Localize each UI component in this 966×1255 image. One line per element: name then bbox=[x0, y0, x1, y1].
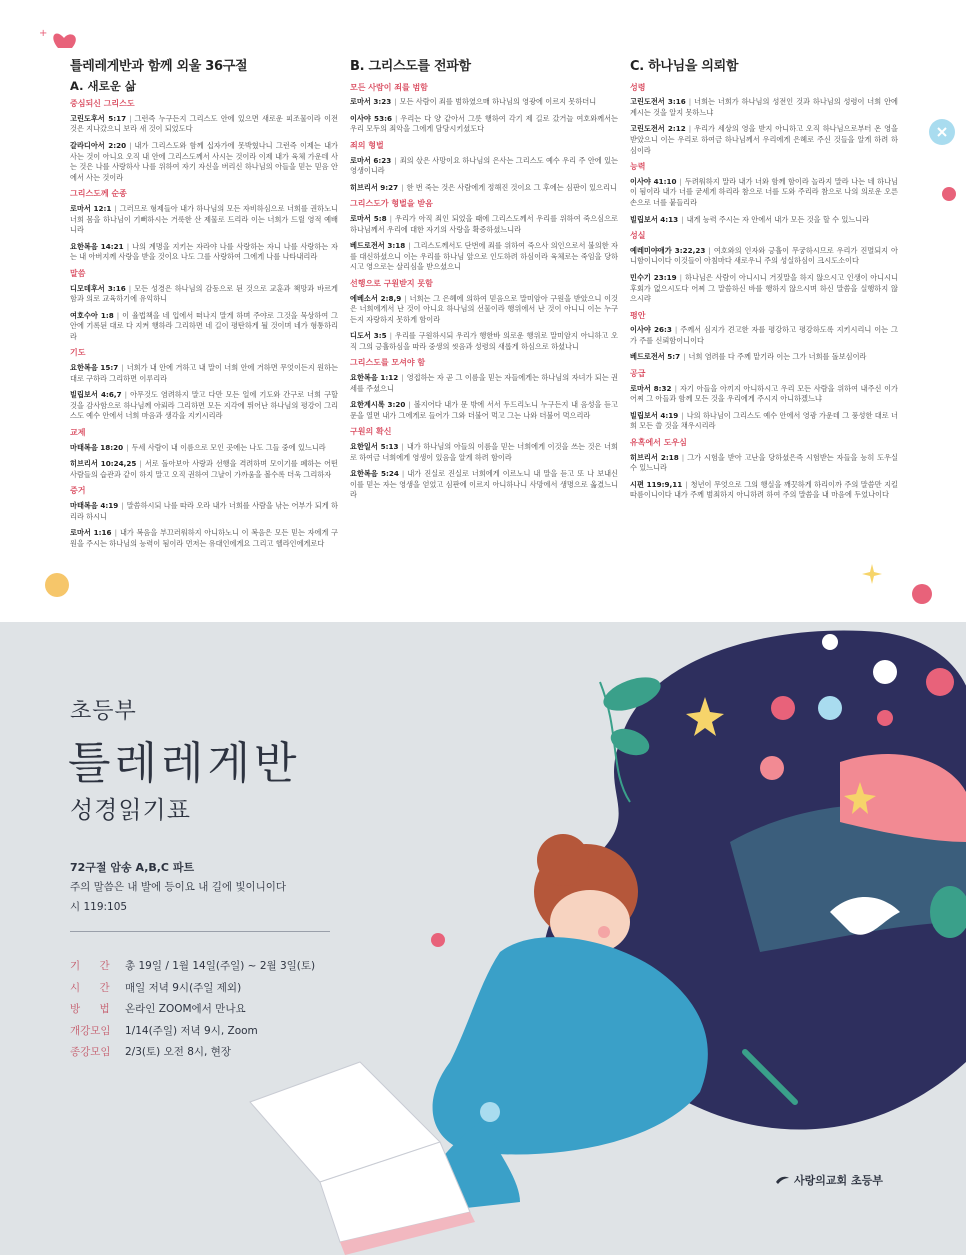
verse-text: 내가 진실로 진실로 너희에게 이르노니 내 말을 듣고 또 나 보내신 이를 믿는 자는 영생을 얻었고 심판에 이르지 아니하나니 사망에서 생명으로 옮겼느니라 bbox=[350, 469, 618, 500]
verse-ref: 로마서 6:23 bbox=[350, 155, 392, 165]
verse-item: 디도서 3:5 | 우리를 구원하시되 우리가 행한바 의로운 행위로 말미암지 아니하고 오직 그의 긍휼하심을 따라 중생의 씻음과 성령의 새롭게 하심으로 하셨나니 bbox=[350, 331, 618, 351]
info-value: 1/14(주일) 저녁 9시, Zoom bbox=[125, 1024, 258, 1037]
verse-text: 내가 하나님의 아들의 이름을 믿는 너희에게 이것을 쓰는 것은 너희로 하여금 너희에게 영생이 있음을 알게 하려 함이라 bbox=[350, 442, 619, 462]
star-icon bbox=[860, 562, 884, 586]
column-title: B. 그리스도를 전파함 bbox=[350, 59, 471, 74]
verse-item: 여호수아 1:8 | 이 율법책을 네 입에서 떠나지 말게 하며 주야로 그것을 묵상하여 그 안에 기록된 대로 다 지켜 행하라 그리하면 네 길이 평탄하게 될 것이며 네가 형통하리라 bbox=[70, 310, 338, 341]
verse-ref: 디모데후서 3:16 bbox=[70, 283, 126, 293]
plus-circle-icon bbox=[928, 118, 956, 146]
info-label: 종강모임 bbox=[70, 1046, 111, 1058]
verse-item: 마태복음 18:20 | 두세 사람이 내 이름으로 모인 곳에는 나도 그들 중에 있느니라 bbox=[70, 442, 326, 452]
verse-item: 히브리서 2:18 | 그가 시험을 받아 고난을 당하셨은즉 시험받는 자들을 능히 도우실 수 있느니라 bbox=[630, 452, 899, 473]
verse-item: 히브리서 10:24,25 | 서로 돌아보아 사랑과 선행을 격려하며 모이기를 폐하는 어떤 사람들의 습관과 같이 하지 말고 오직 권하여 그날이 가까움을 볼수록 더욱 그리하자 bbox=[70, 459, 338, 479]
verse-item: 로마서 3:23 | 모든 사람이 죄를 범하였으매 하나님의 영광에 이르지 못하더니 bbox=[350, 97, 597, 107]
verse-item: 빌립보서 4:13 | 내게 능력 주시는 자 안에서 내가 모든 것을 할 수 있느니라 bbox=[630, 214, 870, 224]
verse-ref: 이사야 53:6 bbox=[350, 113, 392, 123]
verse-item: 이사야 53:6 | 우리는 다 양 같아서 그릇 행하여 각기 제 길로 갔거늘 여호와께서는 우리 모두의 죄악을 그에게 담당시키셨도다 bbox=[350, 113, 618, 134]
verse-ref: 마태복음 4:19 bbox=[70, 501, 119, 510]
verse-item: 베드로전서 3:18 | 그리스도께서도 단번에 죄를 위하여 죽으사 의인으로서 불의한 자를 대신하셨으니 이는 우리를 하나님 앞으로 인도하려 하심이라 육체로는 죽임을 당하시고 영으로는 살리심을 받으셨으니 bbox=[350, 241, 618, 272]
theme-verse-ref: 시 119:105 bbox=[70, 901, 128, 913]
verse-ref: 디도서 3:5 bbox=[350, 331, 387, 341]
verse-ref: 베드로전서 5:7 bbox=[630, 352, 681, 362]
category-heading: 평안 bbox=[630, 310, 646, 320]
verse-item: 빌립보서 4:19 | 나의 하나님이 그리스도 예수 안에서 영광 가운데 그 풍성한 대로 너희 모든 쓸 것을 채우시리라 bbox=[630, 410, 898, 431]
verse-item: 고린도전서 3:16 | 너희는 너희가 하나님의 성전인 것과 하나님의 성령이 너희 안에 계시는 것을 알지 못하느냐 bbox=[630, 97, 898, 117]
verse-item: 예레미야애가 3:22,23 | 여호와의 인자와 긍휼이 무궁하시므로 우리가 진멸되지 아니함이니이다 이것들이 아침마다 새로우니 주의 성실하심이 크시도소이다 bbox=[630, 245, 898, 266]
verse-text: 우리가 아직 죄인 되었을 때에 그리스도께서 우리를 위하여 죽으심으로 하나님께서 우리에 대한 자기의 사랑을 확증하셨느니라 bbox=[350, 213, 618, 234]
verse-ref: 빌립보서 4:6,7 bbox=[70, 390, 122, 400]
verse-item: 로마서 5:8 | 우리가 아직 죄인 되었을 때에 그리스도께서 우리를 위하여 죽으심으로 하나님께서 우리에 대한 자기의 사랑을 확증하셨느니라 bbox=[350, 213, 618, 234]
verse-text: 내가 복음을 부끄러워하지 아니하노니 이 복음은 모든 믿는 자에게 구원을 주시는 하나님의 능력이 됨이라 먼저는 유대인에게요 그리고 헬라인에게로다 bbox=[70, 528, 338, 548]
church-logo-icon bbox=[774, 1174, 790, 1186]
info-value: 2/3(토) 오전 8시, 현장 bbox=[125, 1046, 231, 1058]
verse-ref: 로마서 8:32 bbox=[630, 383, 672, 393]
verse-text: 볼지어다 내가 문 밖에 서서 두드리노니 누구든지 내 음성을 듣고 문을 열면 내가 그에게로 들어가 그와 더불어 먹고 그는 나와 더불어 먹으리라 bbox=[350, 400, 618, 420]
verse-item: 이사야 26:3 | 주께서 심지가 견고한 자를 평강하고 평강하도록 지키시리니 이는 그가 주를 신뢰함이니이다 bbox=[630, 325, 898, 345]
column-title: C. 하나님을 의뢰함 bbox=[630, 59, 739, 74]
verse-ref: 로마서 3:23 bbox=[350, 97, 392, 107]
theme-verse: 주의 말씀은 내 발에 등이요 내 길에 빛이니이다 bbox=[70, 881, 287, 893]
verse-ref: 베드로전서 3:18 bbox=[350, 241, 406, 251]
verse-item: 마태복음 4:19 | 말씀하시되 나를 따라 오라 내가 너희를 사람을 낚는 어부가 되게 하리라 하시니 bbox=[70, 501, 338, 521]
verse-item: 고린도후서 5:17 | 그런즉 누구든지 그리스도 안에 있으면 새로운 피조물이라 이전 것은 지나갔으니 보라 새 것이 되었도다 bbox=[70, 113, 338, 134]
verse-text: 우리는 다 양 같아서 그릇 행하여 각기 제 길로 갔거늘 여호와께서는 우리 모두의 죄악을 그에게 담당시키셨도다 bbox=[350, 113, 618, 134]
verse-ref: 에베소서 2:8,9 bbox=[350, 293, 402, 303]
verse-ref: 히브리서 2:18 bbox=[630, 452, 679, 462]
verse-item: 디모데후서 3:16 | 모든 성경은 하나님의 감동으로 된 것으로 교훈과 책망과 바르게 함과 의로 교육하기에 유익하니 bbox=[70, 283, 338, 304]
info-value: 매일 저녁 9시(주일 제외) bbox=[125, 981, 242, 994]
verse-item: 요한복음 1:12 | 영접하는 자 곧 그 이름을 믿는 자들에게는 하나님의 자녀가 되는 권세를 주셨으니 bbox=[350, 373, 618, 393]
flower-icon bbox=[908, 580, 936, 608]
verse-text: 두려워하지 말라 내가 너와 함께 함이라 놀라지 말라 나는 네 하나님이 됨이라 내가 너를 굳세게 하리라 참으로 너를 도와 주리라 참으로 나의 의로운 오른손으로 너를 붙들리라 bbox=[630, 176, 898, 207]
verse-item: 이사야 41:10 | 두려워하지 말라 내가 너와 함께 함이라 놀라지 말라 나는 네 하나님이 됨이라 내가 너를 굳세게 하리라 참으로 너를 도와 주리라 참으로 나의 의로운 오른손으로 너를 붙들리라 bbox=[630, 176, 898, 207]
verse-item: 로마서 8:32 | 자기 아들을 아끼지 아니하시고 우리 모든 사람을 위하여 내주신 이가 어찌 그 아들과 함께 모든 것을 우리에게 주시지 아니하겠느냐 bbox=[630, 383, 898, 404]
verse-item: 로마서 1:16 | 내가 복음을 부끄러워하지 아니하노니 이 복음은 모든 믿는 자에게 구원을 주시는 하나님의 능력이 됨이라 먼저는 유대인에게요 그리고 헬라인에게로다 bbox=[70, 528, 338, 548]
verse-text: 내가 그리스도와 함께 십자가에 못박혔나니 그런즉 이제는 내가 사는 것이 아니요 오직 내 안에 그리스도께서 사시는 것이라 이제 내가 육체 가운데 사는 것은 나를 사랑하사 나를 위하여 자기 자신을 버리신 하나님의 아들을 믿는 믿음 안에서 사는 것이라 bbox=[70, 140, 338, 182]
verse-text: 너희 염려를 다 주께 맡기라 이는 그가 너희를 돌보심이라 bbox=[688, 352, 867, 362]
verse-item: 요한복음 14:21 | 나의 계명을 지키는 자라야 나를 사랑하는 자니 나를 사랑하는 자는 내 아버지께 사랑을 받을 것이요 나도 그를 사랑하여 그에게 나를 나타내리라 bbox=[70, 241, 338, 262]
info-value: 총 19일 / 1월 14일(주일) ~ 2월 3일(토) bbox=[125, 960, 316, 972]
column-title: 틀레레게반과 함께 외울 36구절 bbox=[70, 59, 248, 74]
verse-text: 너희는 그 은혜에 의하여 믿음으로 말미암아 구원을 받았으니 이것은 너희에게서 난 것이 아니요 하나님의 선물이라 행위에서 난 것이 아니니 이는 누구든지 자랑하지 못하게 함이라 bbox=[350, 293, 618, 324]
verse-text: 그런즉 누구든지 그리스도 안에 있으면 새로운 피조물이라 이전 것은 지나갔으니 보라 새 것이 되었도다 bbox=[70, 113, 338, 134]
verse-text: 그가 시험을 받아 고난을 당하셨은즉 시험받는 자들을 능히 도우실 수 있느니라 bbox=[630, 452, 899, 473]
category-heading: 그리스도께 순종 bbox=[70, 189, 127, 199]
verse-text: 영접하는 자 곧 그 이름을 믿는 자들에게는 하나님의 자녀가 되는 권세를 주셨으니 bbox=[350, 373, 618, 393]
verse-text: 내게 능력 주시는 자 안에서 내가 모든 것을 할 수 있느니라 bbox=[686, 214, 870, 224]
column-b bbox=[350, 59, 619, 507]
category-heading: 중심되신 그리스도 bbox=[70, 99, 135, 109]
verse-text: 청년이 무엇으로 그의 행실을 깨끗하게 하리이까 주의 말씀만 지킬 따름이니이다 내가 주께 범죄하지 아니하려 하여 주의 말씀을 내 마음에 두었나이다 bbox=[630, 479, 898, 500]
category-heading: 성령 bbox=[630, 82, 646, 92]
verse-text: 자기 아들을 아끼지 아니하시고 우리 모든 사람을 위하여 내주신 이가 어찌 그 아들과 함께 모든 것을 우리에게 주시지 아니하겠느냐 bbox=[630, 383, 898, 404]
verse-ref: 고린도전서 2:12 bbox=[630, 124, 686, 134]
verse-ref: 요한계시록 3:20 bbox=[350, 400, 406, 410]
verse-ref: 요한복음 5:24 bbox=[350, 469, 399, 479]
verse-text: 우리가 세상의 영을 받지 아니하고 오직 하나님으로부터 온 영을 받았으니 이는 우리로 하여금 하나님께서 우리에게 은혜로 주신 것들을 알게 하려 하심이라 bbox=[630, 124, 898, 155]
verse-item: 요한일서 5:13 | 내가 하나님의 아들의 이름을 믿는 너희에게 이것을 쓰는 것은 너희로 하여금 너희에게 영생이 있음을 알게 하려 함이라 bbox=[350, 442, 619, 462]
verse-text: 나의 하나님이 그리스도 예수 안에서 영광 가운데 그 풍성한 대로 너희 모든 쓸 것을 채우시리라 bbox=[630, 410, 898, 431]
category-heading: 기도 bbox=[70, 348, 86, 358]
poster-section bbox=[0, 622, 966, 1255]
verse-item: 요한복음 5:24 | 내가 진실로 진실로 너희에게 이르노니 내 말을 듣고 또 나 보내신 이를 믿는 자는 영생을 얻었고 심판에 이르지 아니하나니 사망에서 생명으로 옮겼느니라 bbox=[350, 469, 618, 500]
verse-ref: 요한복음 14:21 bbox=[70, 241, 124, 251]
verse-text: 죄의 삯은 사망이요 하나님의 은사는 그리스도 예수 우리 주 안에 있는 영생이니라 bbox=[350, 155, 618, 176]
info-value: 온라인 ZOOM에서 만나요 bbox=[125, 1003, 246, 1015]
verse-item: 에베소서 2:8,9 | 너희는 그 은혜에 의하여 믿음으로 말미암아 구원을 받았으니 이것은 너희에게서 난 것이 아니요 하나님의 선물이라 행위에서 난 것이 아니니 이는 누구든지 자랑하지 못하게 함이라 bbox=[350, 293, 618, 324]
verse-text: 한 번 죽는 것은 사람에게 정해진 것이요 그 후에는 심판이 있으리니 bbox=[406, 182, 617, 192]
verse-item: 베드로전서 5:7 | 너희 염려를 다 주께 맡기라 이는 그가 너희를 돌보심이라 bbox=[630, 352, 867, 362]
verse-ref: 이사야 41:10 bbox=[630, 176, 677, 186]
verse-item: 갈라디아서 2:20 | 내가 그리스도와 함께 십자가에 못박혔나니 그런즉 이제는 내가 사는 것이 아니요 오직 내 안에 그리스도께서 사시는 것이라 이제 내가 육체 가운데 사는 것은 나를 사랑하사 나를 위하여 자기 자신을 버리신 하나님의 아들을 믿는 믿음 안에서 사는 것이라 bbox=[70, 140, 338, 182]
department-label: 초등부 bbox=[70, 699, 137, 724]
verse-ref: 로마서 1:16 bbox=[70, 528, 112, 538]
category-heading: 성실 bbox=[630, 231, 646, 241]
verse-text: 서로 돌아보아 사랑과 선행을 격려하며 모이기를 폐하는 어떤 사람들의 습관과 같이 하지 말고 오직 권하여 그날이 가까움을 볼수록 더욱 그리하자 bbox=[70, 459, 338, 479]
verse-item: 히브리서 9:27 | 한 번 죽는 것은 사람에게 정해진 것이요 그 후에는 심판이 있으리니 bbox=[350, 182, 617, 192]
flower-icon bbox=[40, 570, 74, 600]
info-row-closing bbox=[70, 1044, 315, 1066]
category-heading: 공급 bbox=[630, 369, 646, 379]
verse-ref: 로마서 5:8 bbox=[350, 213, 387, 223]
verse-ref: 고린도전서 3:16 bbox=[630, 97, 686, 107]
memorize-heading: 72구절 암송 A,B,C 파트 bbox=[70, 861, 195, 874]
verse-ref: 로마서 12:1 bbox=[70, 203, 112, 213]
verse-text: 모든 성경은 하나님의 감동으로 된 것으로 교훈과 책망과 바르게 함과 의로 교육하기에 유익하니 bbox=[70, 283, 338, 304]
church-logo-text: 사랑의교회 초등부 bbox=[794, 1174, 883, 1187]
verse-ref: 예레미야애가 3:22,23 bbox=[630, 245, 706, 255]
info-label: 시 간 bbox=[70, 981, 118, 994]
verse-text: 나의 계명을 지키는 자라야 나를 사랑하는 자니 나를 사랑하는 자는 내 아버지께 사랑을 받을 것이요 나도 그를 사랑하여 그에게 나를 나타내리라 bbox=[70, 241, 338, 262]
verse-list-section bbox=[0, 0, 966, 622]
info-row-period bbox=[70, 958, 315, 980]
verse-text: 주께서 심지가 견고한 자를 평강하고 평강하도록 지키시리니 이는 그가 주를 신뢰함이니이다 bbox=[630, 325, 898, 345]
verse-text: 말씀하시되 나를 따라 오라 내가 너희를 사람을 낚는 어부가 되게 하리라 하시니 bbox=[70, 501, 338, 521]
church-logo bbox=[774, 1172, 883, 1188]
verse-text: 너희가 내 안에 거하고 내 말이 너희 안에 거하면 무엇이든지 원하는 대로 구하라 그리하면 이루리라 bbox=[70, 363, 338, 383]
info-row-method bbox=[70, 1001, 315, 1023]
verse-text: 모든 사람이 죄를 범하였으매 하나님의 영광에 이르지 못하더니 bbox=[399, 97, 597, 107]
verse-ref: 히브리서 9:27 bbox=[350, 182, 399, 192]
category-heading: 증거 bbox=[70, 486, 86, 496]
verse-item: 로마서 6:23 | 죄의 삯은 사망이요 하나님의 은사는 그리스도 예수 우리 주 안에 있는 영생이니라 bbox=[350, 155, 618, 176]
svg-text:+: + bbox=[39, 28, 48, 39]
category-heading: 모든 사람이 죄를 범함 bbox=[350, 82, 428, 92]
verse-ref: 갈라디아서 2:20 bbox=[70, 140, 127, 150]
verse-ref: 요한복음 1:12 bbox=[350, 373, 399, 383]
category-heading: 선행으로 구원받지 못함 bbox=[350, 278, 433, 288]
verse-ref: 이사야 26:3 bbox=[630, 325, 672, 335]
verse-item: 요한계시록 3:20 | 볼지어다 내가 문 밖에 서서 두드리노니 누구든지 내 음성을 듣고 문을 열면 내가 그에게로 들어가 그와 더불어 먹고 그는 나와 더불어 먹으리라 bbox=[350, 400, 618, 420]
verse-text: 여호와의 인자와 긍휼이 무궁하시므로 우리가 진멸되지 아니함이니이다 이것들이 아침마다 새로우니 주의 성실하심이 크시도소이다 bbox=[630, 245, 898, 266]
program-brand: 틀레레게반 bbox=[68, 738, 301, 789]
info-label: 방 법 bbox=[70, 1003, 118, 1015]
verse-ref: 히브리서 10:24,25 bbox=[70, 459, 137, 469]
category-heading: 능력 bbox=[630, 162, 646, 172]
schedule-info bbox=[70, 958, 315, 1066]
verse-text: 이 율법책을 네 입에서 떠나지 말게 하며 주야로 그것을 묵상하여 그 안에 기록된 대로 다 지켜 행하라 그리하면 네 길이 평탄하게 될 것이며 네가 형통하리라 bbox=[70, 310, 338, 341]
verse-text: 두세 사람이 내 이름으로 모인 곳에는 나도 그들 중에 있느니라 bbox=[131, 442, 326, 452]
verse-ref: 시편 119:9,11 bbox=[630, 479, 683, 489]
category-heading: 그리스도가 형벌을 받음 bbox=[350, 199, 433, 209]
info-row-time bbox=[70, 980, 315, 1002]
verse-ref: 고린도후서 5:17 bbox=[70, 113, 127, 123]
verse-ref: 마태복음 18:20 bbox=[70, 442, 124, 452]
verse-text: 그리스도께서도 단번에 죄를 위하여 죽으사 의인으로서 불의한 자를 대신하셨으니 이는 우리를 하나님 앞으로 인도하려 하심이라 육체로는 죽임을 당하시고 영으로는 살리심을 받으셨으니 bbox=[350, 241, 618, 272]
verse-ref: 요한복음 15:7 bbox=[70, 363, 119, 373]
verse-item: 시편 119:9,11 | 청년이 무엇으로 그의 행실을 깨끗하게 하리이까 주의 말씀만 지킬 따름이니이다 내가 주께 범죄하지 아니하려 하여 주의 말씀을 내 마음에 두었나이다 bbox=[630, 479, 898, 500]
verse-item: 빌립보서 4:6,7 | 아무것도 염려하지 말고 다만 모든 일에 기도와 간구로 너희 구할 것을 감사함으로 하나님께 아뢰라 그리하면 모든 지각에 뛰어난 하나님의 평강이 그리스도 예수 안에서 너희 마음과 생각을 지키시리라 bbox=[70, 390, 338, 421]
info-row-opening bbox=[70, 1023, 315, 1045]
verse-text: 아무것도 염려하지 말고 다만 모든 일에 기도와 간구로 너희 구할 것을 감사함으로 하나님께 아뢰라 그리하면 모든 지각에 뛰어난 하나님의 평강이 그리스도 예수 안에서 너희 마음과 생각을 지키시리라 bbox=[70, 390, 338, 421]
verse-item: 고린도전서 2:12 | 우리가 세상의 영을 받지 아니하고 오직 하나님으로부터 온 영을 받았으니 이는 우리로 하여금 하나님께서 우리에게 은혜로 주신 것들을 알게 하려 하심이라 bbox=[630, 124, 898, 155]
column-subtitle: A. 새로운 삶 bbox=[70, 78, 136, 93]
flower-icon bbox=[940, 185, 958, 203]
info-label: 기 간 bbox=[70, 960, 118, 972]
verse-ref: 빌립보서 4:19 bbox=[630, 410, 679, 420]
category-heading: 말씀 bbox=[70, 268, 86, 278]
verse-text: 우리를 구원하시되 우리가 행한바 의로운 행위로 말미암지 아니하고 오직 그의 긍휼하심을 따라 중생의 씻음과 성령의 새롭게 하심으로 하셨나니 bbox=[350, 331, 618, 351]
verse-text: 너희는 너희가 하나님의 성전인 것과 하나님의 성령이 너희 안에 계시는 것을 알지 못하느냐 bbox=[630, 97, 898, 117]
verse-item: 로마서 12:1 | 그러므로 형제들아 내가 하나님의 모든 자비하심으로 너희를 권하노니 너희 몸을 하나님이 기뻐하시는 거룩한 산 제물로 드리라 이는 너희가 드릴 영적 예배니라 bbox=[70, 203, 338, 235]
category-heading: 유혹에서 도우심 bbox=[630, 438, 687, 448]
category-heading: 구원의 확신 bbox=[350, 427, 392, 437]
verse-ref: 민수기 23:19 bbox=[630, 272, 677, 282]
column-c bbox=[630, 59, 899, 507]
verse-item: 민수기 23:19 | 하나님은 사람이 아니시니 거짓말을 하지 않으시고 인생이 아니시니 후회가 없으시도다 어찌 그 말씀하신 바를 행하지 않으시며 하신 말씀을 실행하지 않으시랴 bbox=[630, 272, 899, 304]
category-heading: 교제 bbox=[70, 428, 86, 438]
category-heading: 죄의 형벌 bbox=[350, 140, 384, 150]
poster-title: 성경읽기표 bbox=[70, 796, 191, 824]
verse-ref: 빌립보서 4:13 bbox=[630, 214, 679, 224]
column-a bbox=[70, 59, 338, 555]
verse-ref: 여호수아 1:8 bbox=[70, 310, 114, 320]
info-label: 개강모임 bbox=[70, 1024, 111, 1037]
verse-text: 그러므로 형제들아 내가 하나님의 모든 자비하심으로 너희를 권하노니 너희 몸을 하나님이 기뻐하시는 거룩한 산 제물로 드리라 이는 너희가 드릴 영적 예배니라 bbox=[70, 203, 338, 235]
verse-ref: 요한일서 5:13 bbox=[350, 442, 399, 452]
verse-item: 요한복음 15:7 | 너희가 내 안에 거하고 내 말이 너희 안에 거하면 무엇이든지 원하는 대로 구하라 그리하면 이루리라 bbox=[70, 363, 338, 383]
divider bbox=[70, 931, 330, 932]
verse-text: 하나님은 사람이 아니시니 거짓말을 하지 않으시고 인생이 아니시니 후회가 없으시도다 어찌 그 말씀하신 바를 행하지 않으시며 하신 말씀을 실행하지 않으시랴 bbox=[630, 272, 899, 304]
reading-girl-illustration bbox=[0, 622, 966, 1255]
category-heading: 그리스도를 모셔야 함 bbox=[350, 358, 426, 368]
